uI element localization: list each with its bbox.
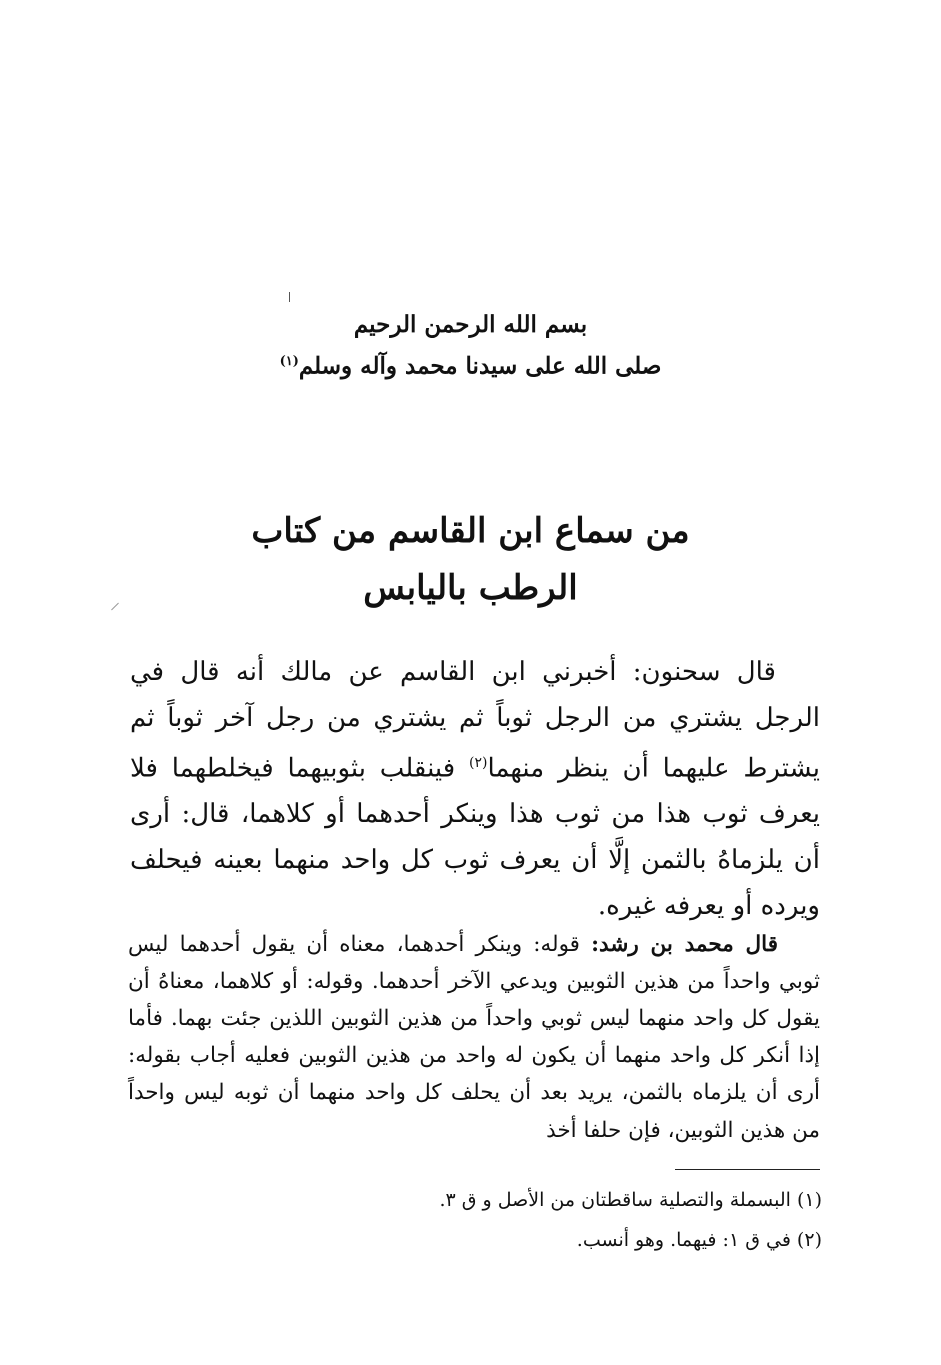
tasliya-text: صلى الله على سيدنا محمد وآله وسلم: [298, 352, 662, 380]
main-paragraph: [130, 650, 820, 929]
footnote-separator: [675, 1169, 820, 1170]
footnote: (١) البسملة والتصلية ساقطتان من الأصل و ق ٣.: [439, 1189, 822, 1211]
paragraph-text: قال سحنون: أخبرني ابن القاسم عن مالك أنه قال في الرجل يشتري من الرجل ثوباً ثم يشتري من رجل آخر ثوباً ثم يشترط عليهما أن ينظر منهما: [130, 657, 820, 784]
paragraph-text: فينقلب بثوبيهما فيخلطهما فلا يعرف ثوب هذا من ثوب هذا وينكر أحدهما أو كلاهما، قال: أرى أن يلزماهُ بالثمن إلَّا أن يعرف ثوب كل واحد منهما بعينه فيحلف ويرده أو يعرفه غيره.: [130, 753, 820, 921]
scan-speck: [289, 292, 290, 302]
chapter-subheading: الرطب باليابس: [363, 568, 578, 608]
basmala: بسم الله الرحمن الرحيم: [353, 311, 588, 338]
commentary-paragraph: [128, 926, 820, 1149]
commentator-name: قال محمد بن رشد:: [591, 931, 778, 957]
tasliya: [0, 345, 941, 384]
footnote: (٢) في ق ١: فيهما. وهو أنسب.: [576, 1229, 822, 1251]
chapter-heading: من سماع ابن القاسم من كتاب: [251, 511, 690, 551]
commentary-text: قوله: وينكر أحدهما، معناه أن يقول أحدهما ليس ثوبي واحداً من هذين الثوبين ويدعي الآخر أحدهما. وقوله: أو كلاهما، معناهُ أن يقول كل واحد منهما ليس ثوبي واحداً من هذين الثوبين اللذين جئت بهما. فأما إذا أنكر كل واحد منهما أن يكون له واحد من هذين الثوبين فعليه أجاب بقوله: أرى أن يلزماه بالثمن، يريد بعد أن يحلف كل واحد منهما أن ثوبه ليس واحداً من هذين الثوبين، فإن حلفا أخذ: [128, 931, 820, 1143]
footnote-marker: (٢): [469, 755, 488, 772]
footnote-marker: (١): [279, 354, 299, 369]
